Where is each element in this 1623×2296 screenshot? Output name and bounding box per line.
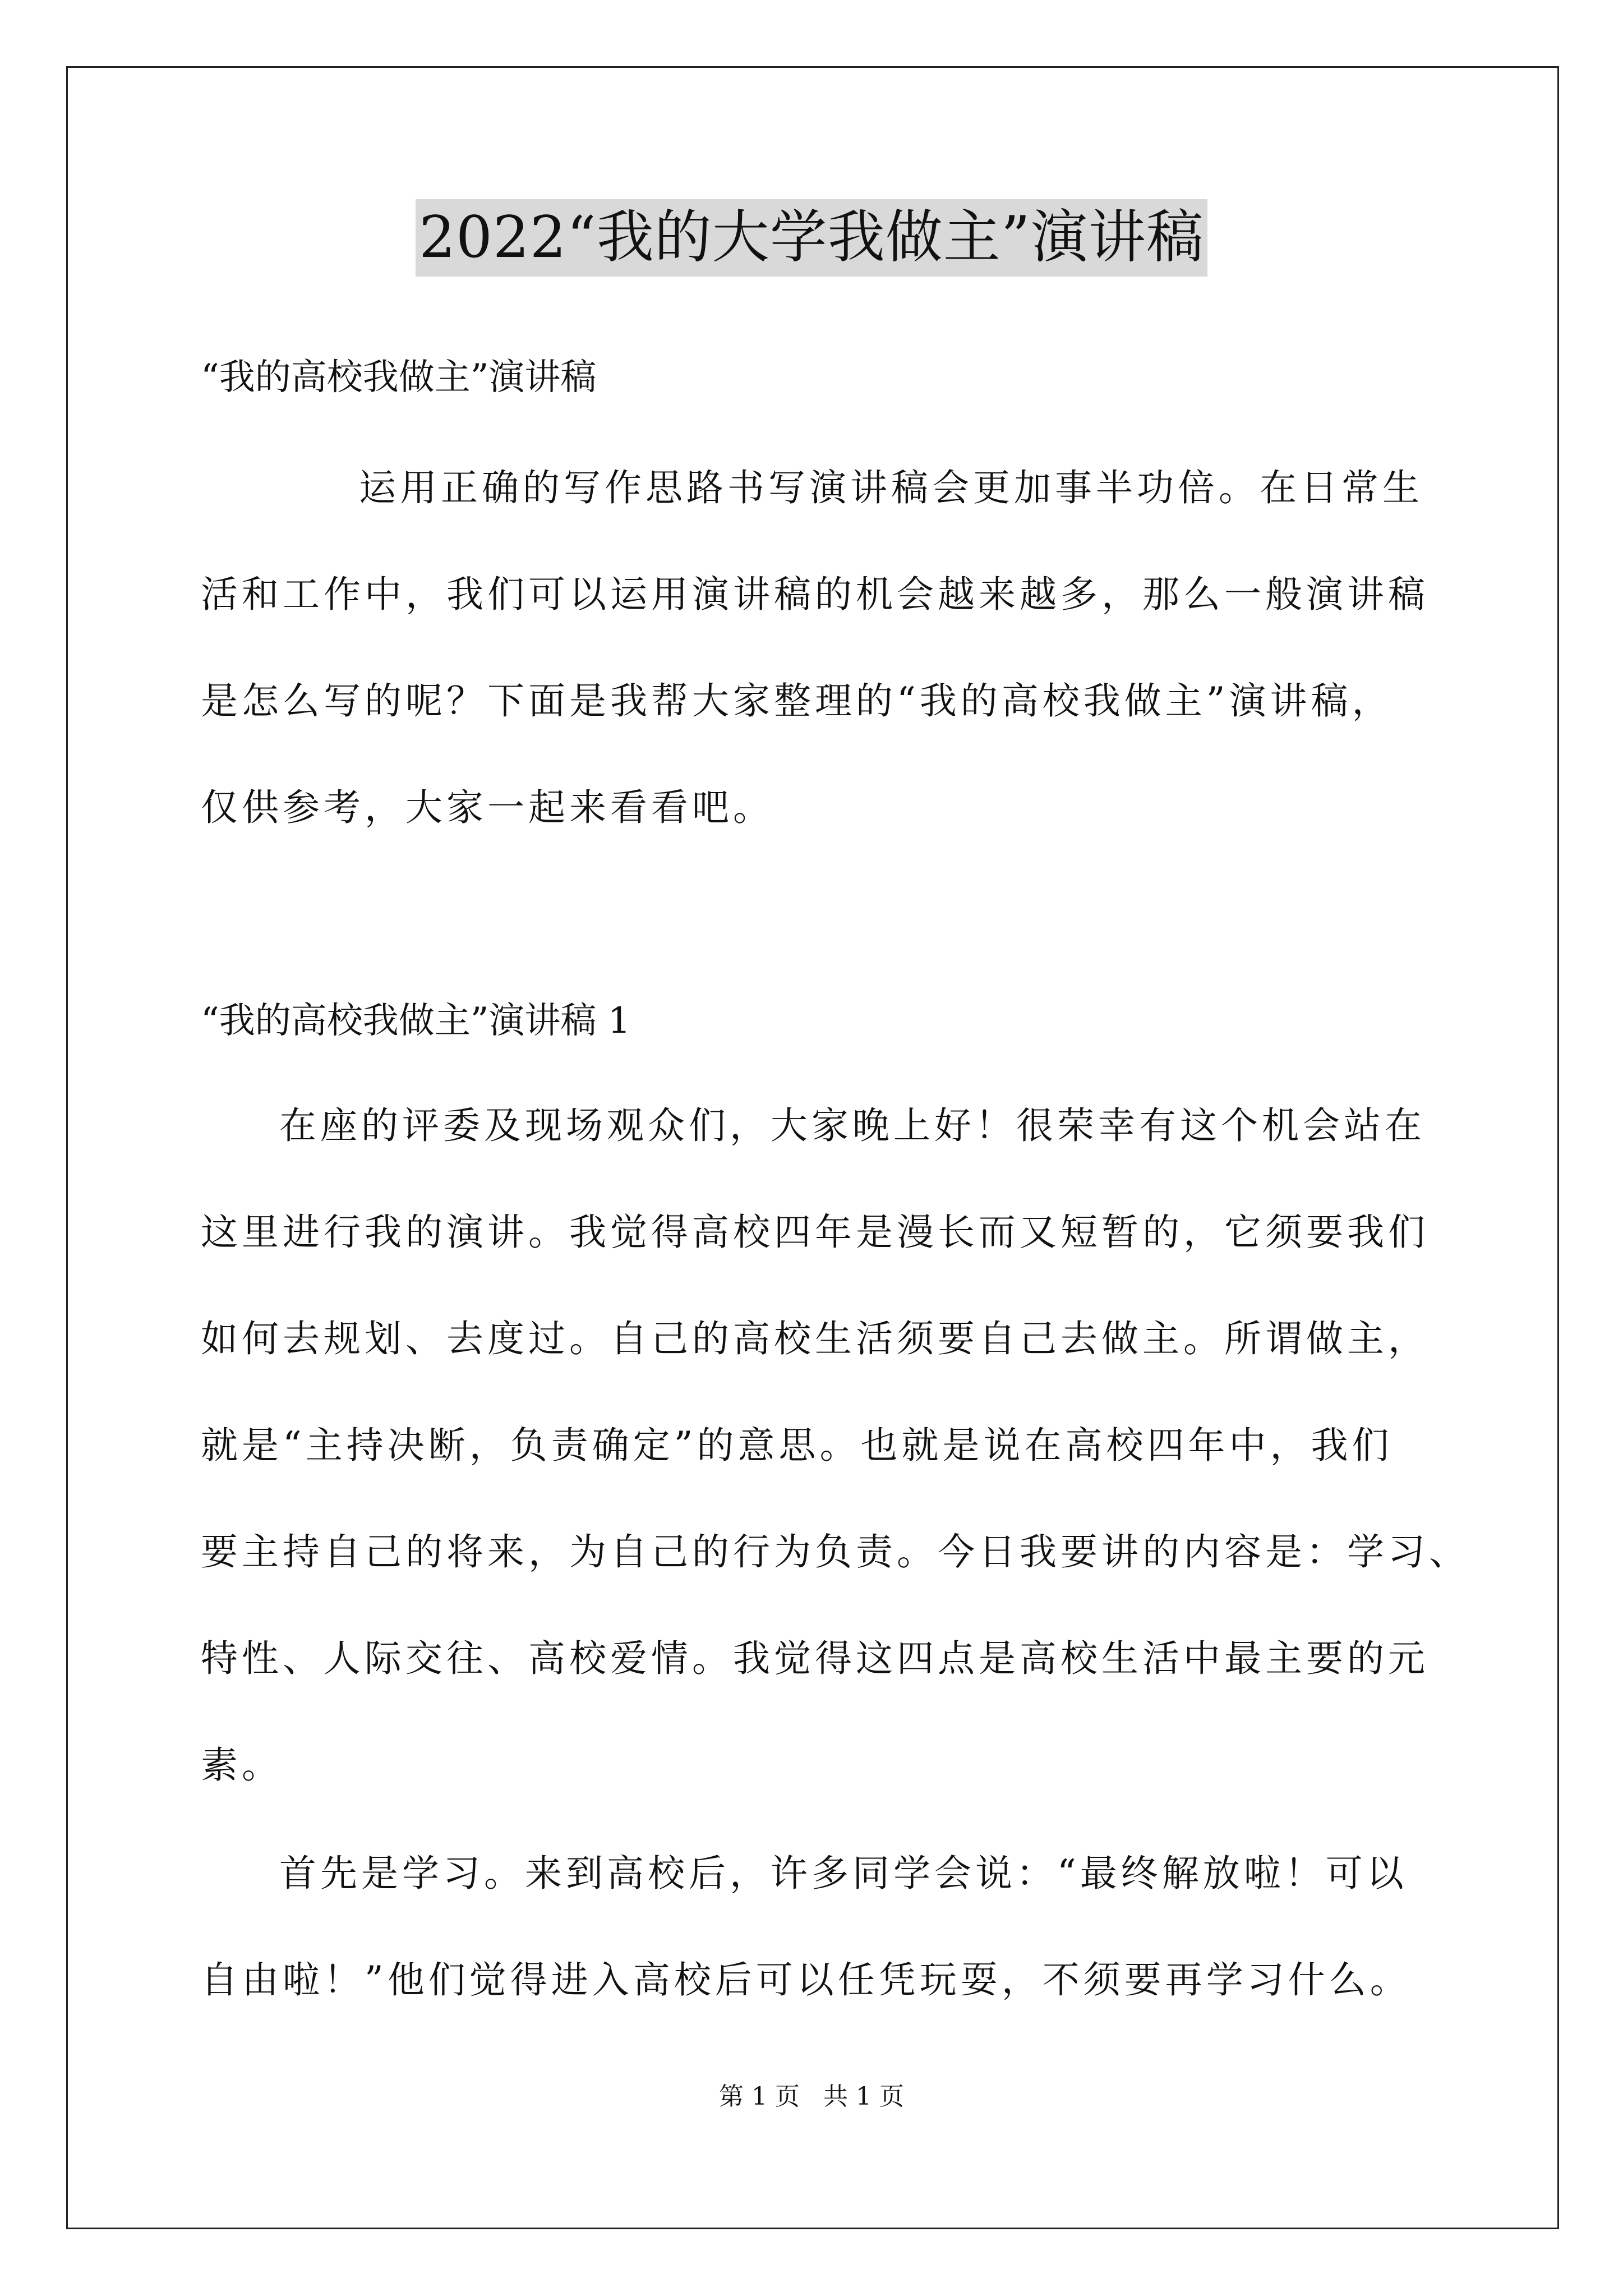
- paragraph-line: 仅供参考，大家一起来看看吧。: [201, 786, 774, 829]
- paragraph-line: 如何去规划、去度过。自己的高校生活须要自己去做主。所谓做主，: [201, 1317, 1429, 1360]
- paragraph-line: 这里进行我的演讲。我觉得高校四年是漫长而又短暂的，它须要我们: [201, 1211, 1429, 1254]
- paragraph-line: 是怎么写的呢？下面是我帮大家整理的“我的高校我做主”演讲稿，: [201, 679, 1393, 723]
- speech-paragraph-2: [201, 1848, 1468, 2062]
- paragraph-line: 素。: [201, 1743, 283, 1787]
- paragraph-line: 就是“主持决断，负责确定”的意思。也就是说在高校四年中，我们: [201, 1424, 1393, 1467]
- paragraph-line: 首先是学习。来到高校后，许多同学会说：“最终解放啦！可以: [279, 1852, 1408, 1895]
- intro-paragraph: [201, 463, 1468, 889]
- paragraph-line: 特性、人际交往、高校爱情。我觉得这四点是高校生活中最主要的元: [201, 1637, 1429, 1680]
- intro-heading: “我的高校我做主”演讲稿: [201, 357, 597, 398]
- paragraph-line: 要主持自己的将来，为自己的行为负责。今日我要讲的内容是：学习、: [201, 1530, 1470, 1573]
- paragraph-line: 在座的评委及现场观众们，大家晚上好！很荣幸有这个机会站在: [279, 1104, 1426, 1147]
- section-heading: “我的高校我做主”演讲稿 1: [201, 1000, 631, 1042]
- paragraph-line: 运用正确的写作思路书写演讲稿会更加事半功倍。在日常生: [359, 466, 1423, 509]
- paragraph-line: 自由啦！”他们觉得进入高校后可以任凭玩耍，不须要再学习什么。: [201, 1958, 1411, 2001]
- paragraph-line: 活和工作中，我们可以运用演讲稿的机会越来越多，那么一般演讲稿: [201, 573, 1429, 616]
- speech-paragraph-1: [201, 1101, 1468, 1847]
- document-title: [0, 199, 1623, 277]
- page-footer: 第 1 页 共 1 页: [719, 2082, 904, 2111]
- document-title-text: 2022“我的大学我做主”演讲稿: [416, 199, 1207, 277]
